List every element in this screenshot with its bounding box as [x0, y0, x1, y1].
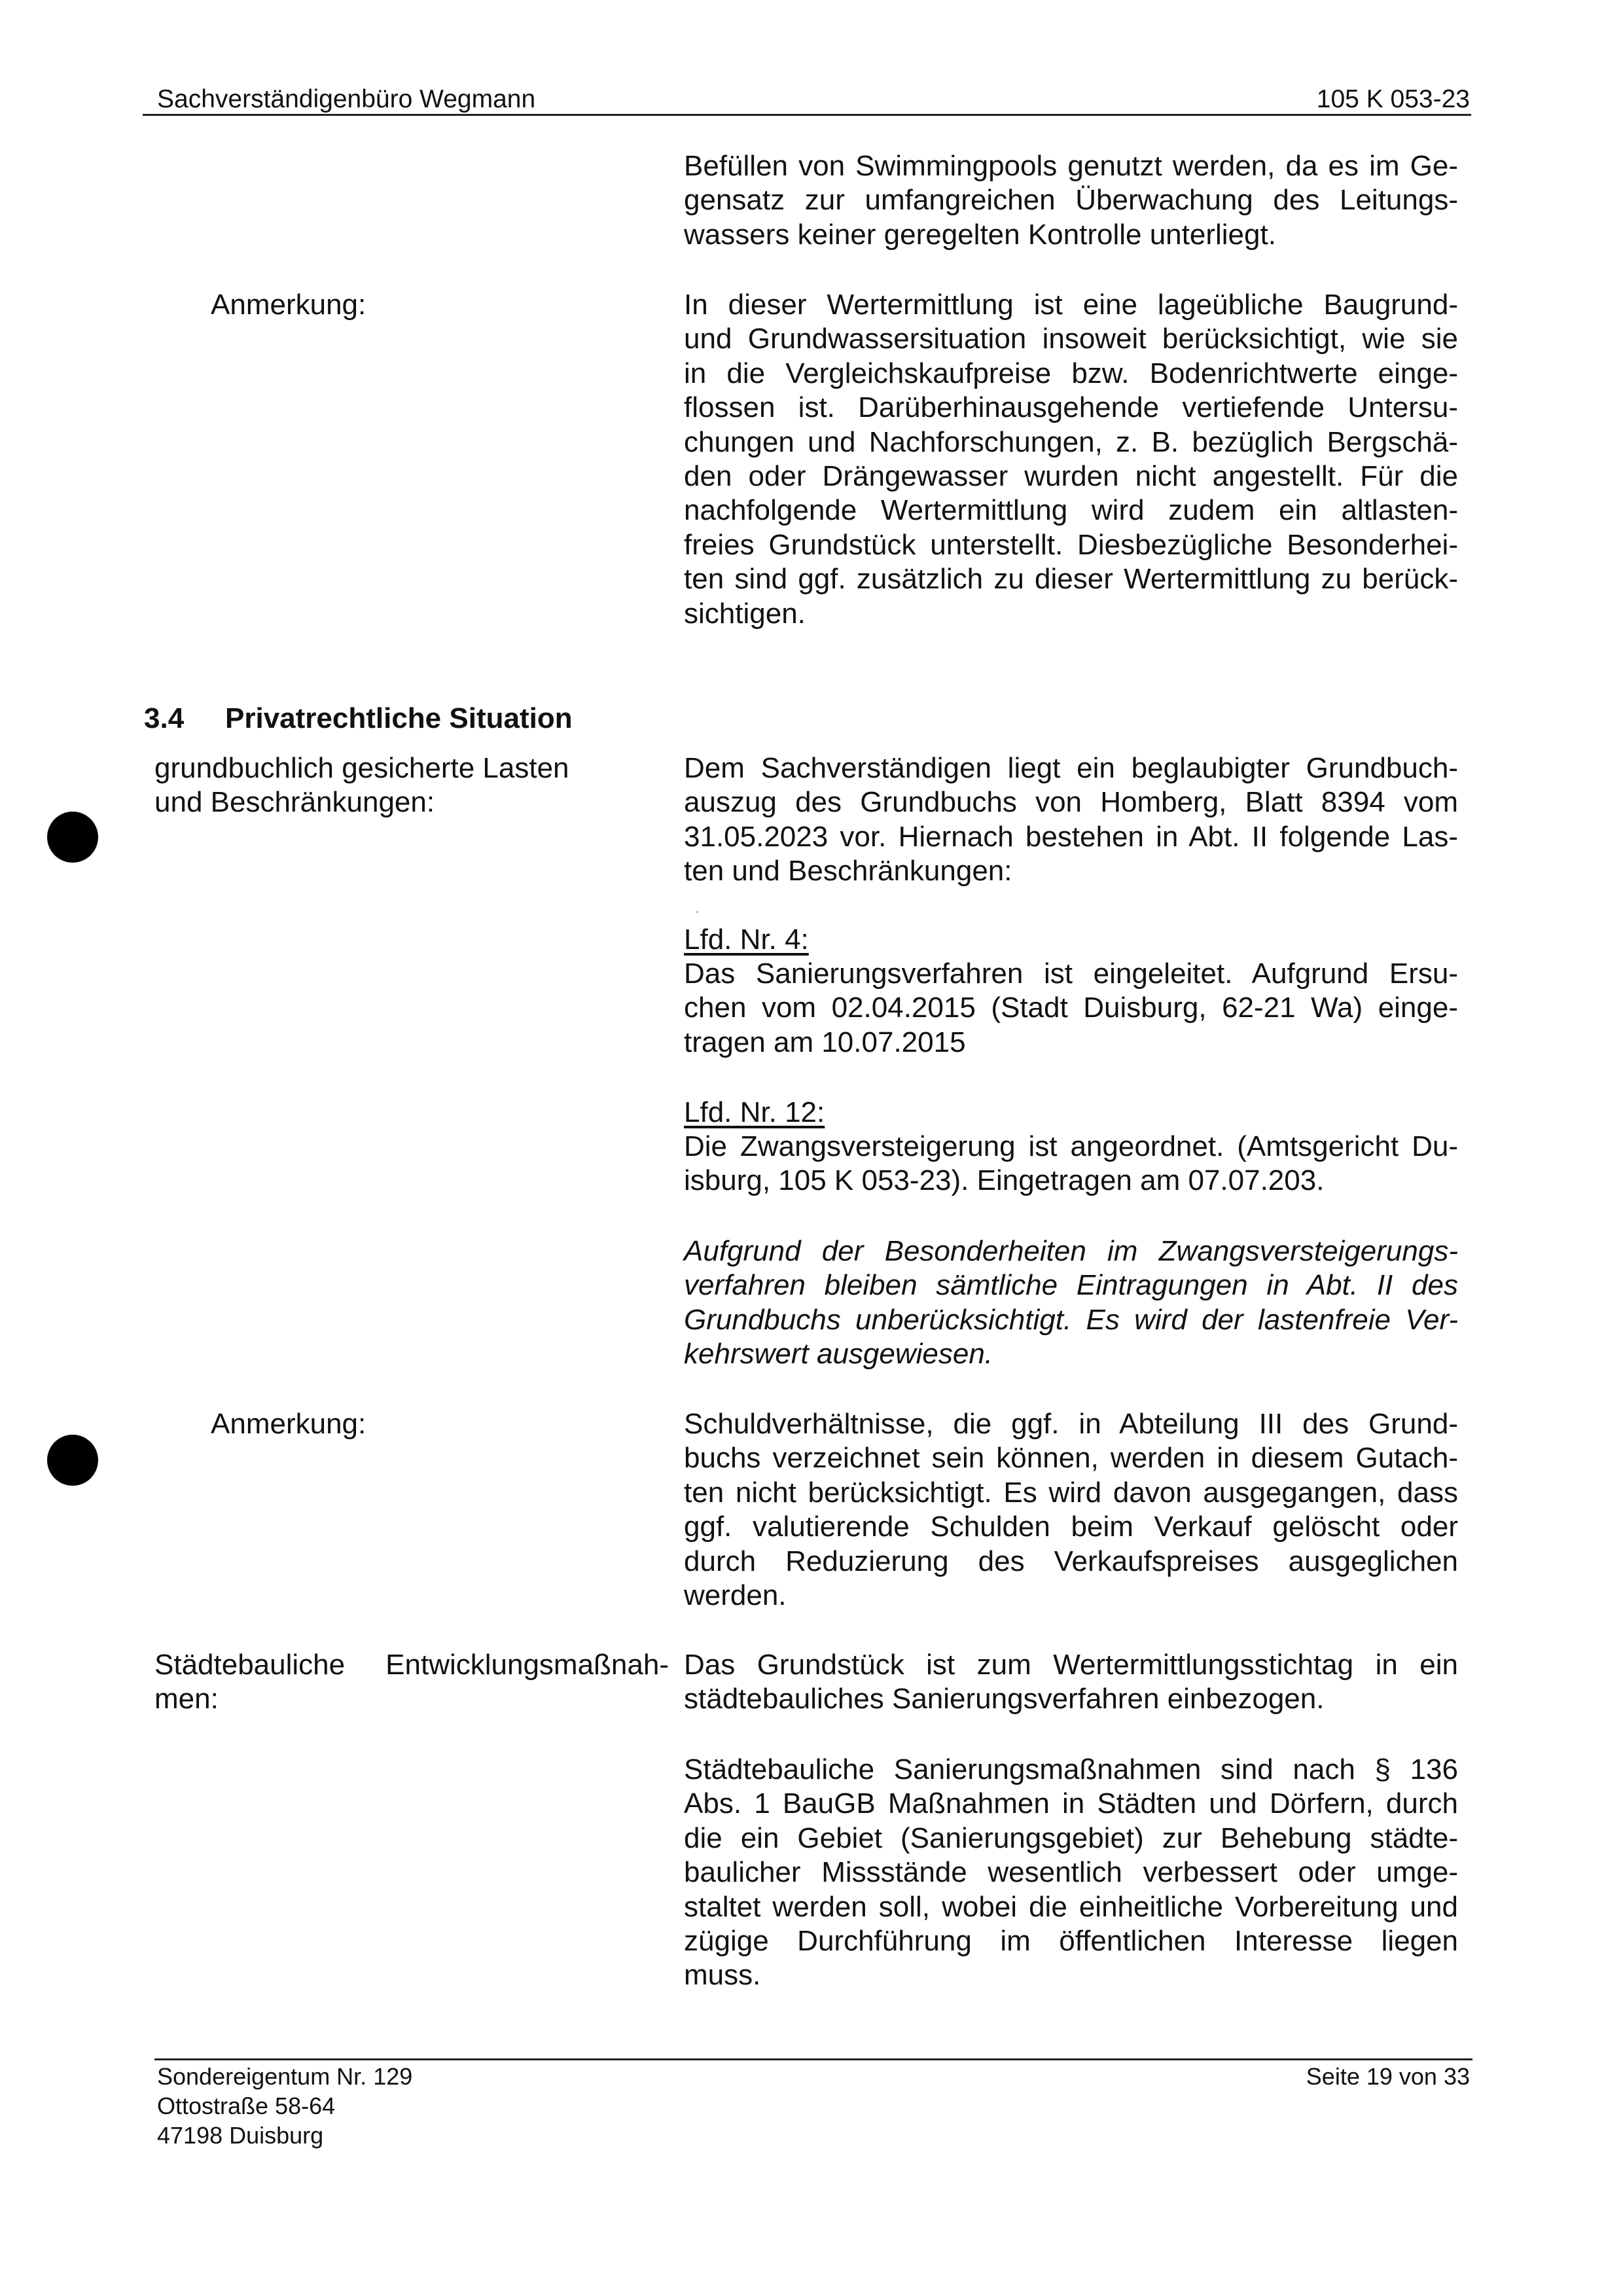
text-line: werden.: [684, 1579, 787, 1612]
text-line: In dieser Wertermittlung ist eine lageübliche Baugrund-: [684, 289, 1458, 321]
footer-address: [157, 2062, 412, 2150]
lfd-nr-4-paragraph: [684, 957, 1458, 1060]
text-line: ggf. valutierende Schulden beim Verkauf gelöscht oder: [684, 1511, 1458, 1543]
pool-continuation-paragraph: [684, 149, 1458, 252]
header-divider: [143, 114, 1471, 116]
label-line: Städtebauliche Entwicklungsmaßnah-: [154, 1649, 669, 1681]
text-line: isburg, 105 K 053-23). Eingetragen am 07.07.203.: [684, 1164, 1325, 1197]
footer-address-line: Sondereigentum Nr. 129: [157, 2063, 413, 2090]
section-heading: [144, 702, 573, 736]
label-line: grundbuchlich gesicherte Lasten: [154, 752, 569, 784]
text-line: kehrswert ausgewiesen.: [684, 1338, 993, 1371]
text-line: ten sind ggf. zusätzlich zu dieser Wertermittlung zu berück-: [684, 563, 1458, 596]
text-line: chen vom 02.04.2015 (Stadt Duisburg, 62-21 Wa) einge-: [684, 992, 1458, 1024]
text-line: Abs. 1 BauGB Maßnahmen in Städten und Dörfern, durch: [684, 1787, 1458, 1820]
text-line: Das Sanierungsverfahren ist eingeleitet. Aufgrund Ersu-: [684, 958, 1458, 990]
text-line: tragen am 10.07.2015: [684, 1026, 966, 1058]
text-line: Das Grundstück ist zum Wertermittlungsstichtag in ein: [684, 1649, 1458, 1681]
label-line: und Beschränkungen:: [154, 786, 435, 819]
italic-note-paragraph: [684, 1234, 1458, 1372]
punch-hole-marker: [47, 812, 98, 863]
text-line: verfahren bleiben sämtliche Eintragungen in Abt. II des: [684, 1269, 1458, 1302]
text-line: freies Grundstück unterstellt. Diesbezügliche Besonderhei-: [684, 528, 1458, 561]
text-line: und Grundwassersituation insoweit berücksichtigt, wie sie: [684, 323, 1458, 355]
anmerkung-schulden-paragraph: [684, 1407, 1458, 1613]
footer-address-line: Ottostraße 58-64: [157, 2092, 336, 2119]
text-line: sichtigen.: [684, 597, 806, 630]
text-line: Befüllen von Swimmingpools genutzt werden, da es im Ge-: [684, 150, 1458, 182]
lfd-nr-12-title: Lfd. Nr. 12:: [684, 1096, 825, 1128]
punch-hole-marker: [47, 1435, 98, 1486]
text-line: Grundbuchs unberücksichtigt. Es wird der lastenfreie Ver-: [684, 1303, 1458, 1336]
text-line: buchs verzeichnet sein können, werden in diesem Gutach-: [684, 1442, 1458, 1475]
text-line: baulicher Missstände wesentlich verbessert oder umge-: [684, 1856, 1458, 1889]
lasten-label: [154, 751, 569, 820]
text-line: flossen ist. Darüberhinausgehende vertiefende Untersu-: [684, 391, 1458, 424]
text-line: muss.: [684, 1959, 761, 1992]
anmerkung-baugrund-paragraph: [684, 288, 1458, 631]
footer-divider: [154, 2058, 1472, 2060]
label-line: men:: [154, 1683, 219, 1715]
text-line: auszug des Grundbuchs von Homberg, Blatt 8394 vom: [684, 786, 1458, 819]
text-line: ten und Beschränkungen:: [684, 855, 1012, 888]
text-line: durch Reduzierung des Verkaufspreises ausgeglichen: [684, 1545, 1458, 1577]
text-line: Schuldverhältnisse, die ggf. in Abteilung III des Grund-: [684, 1408, 1458, 1440]
text-line: Dem Sachverständigen liegt ein beglaubigter Grundbuch-: [684, 752, 1458, 784]
footer-address-line: 47198 Duisburg: [157, 2122, 324, 2149]
footer-page-number: Seite 19 von 33: [1306, 2063, 1470, 2090]
text-line: staltet werden soll, wobei die einheitliche Vorbereitung und: [684, 1890, 1458, 1923]
anmerkung-label: Anmerkung:: [211, 1408, 366, 1440]
scan-speck: [696, 911, 698, 913]
staedtebau-label: [154, 1648, 669, 1717]
text-line: chungen und Nachforschungen, z. B. bezüglich Bergschä-: [684, 425, 1458, 458]
anmerkung-label: Anmerkung:: [211, 289, 366, 321]
text-line: zügige Durchführung im öffentlichen Interesse liegen: [684, 1925, 1458, 1958]
text-line: ten nicht berücksichtigt. Es wird davon ausgegangen, dass: [684, 1476, 1458, 1509]
grundbuch-intro-paragraph: [684, 751, 1458, 889]
text-line: wassers keiner geregelten Kontrolle unterliegt.: [684, 218, 1276, 251]
text-line: 31.05.2023 vor. Hiernach bestehen in Abt. II folgende Las-: [684, 820, 1458, 853]
lfd-nr-4-title: Lfd. Nr. 4:: [684, 924, 809, 956]
text-line: städtebauliches Sanierungsverfahren einbezogen.: [684, 1683, 1325, 1715]
text-line: nachfolgende Wertermittlung wird zudem ein altlasten-: [684, 494, 1458, 527]
section-number: 3.4: [144, 702, 185, 734]
text-line: gensatz zur umfangreichen Überwachung des Leitungs-: [684, 184, 1458, 217]
text-line: Aufgrund der Besonderheiten im Zwangsversteigerungs-: [684, 1235, 1458, 1267]
text-line: Städtebauliche Sanierungsmaßnahmen sind nach § 136: [684, 1753, 1458, 1785]
sanierung-paragraph: [684, 1753, 1458, 1993]
header-office-name: Sachverständigenbüro Wegmann: [157, 85, 536, 113]
header-case-number: 105 K 053-23: [1316, 85, 1470, 113]
staedtebau-paragraph: [684, 1648, 1458, 1717]
text-line: in die Vergleichskaufpreise bzw. Bodenrichtwerte einge-: [684, 357, 1458, 389]
text-line: Die Zwangsversteigerung ist angeordnet. (Amtsgericht Du-: [684, 1130, 1458, 1162]
text-line: den oder Drängewasser wurden nicht angestellt. Für die: [684, 460, 1458, 493]
text-line: die ein Gebiet (Sanierungsgebiet) zur Behebung städte-: [684, 1821, 1458, 1854]
section-title: Privatrechtliche Situation: [225, 702, 573, 734]
lfd-nr-12-paragraph: [684, 1130, 1458, 1198]
